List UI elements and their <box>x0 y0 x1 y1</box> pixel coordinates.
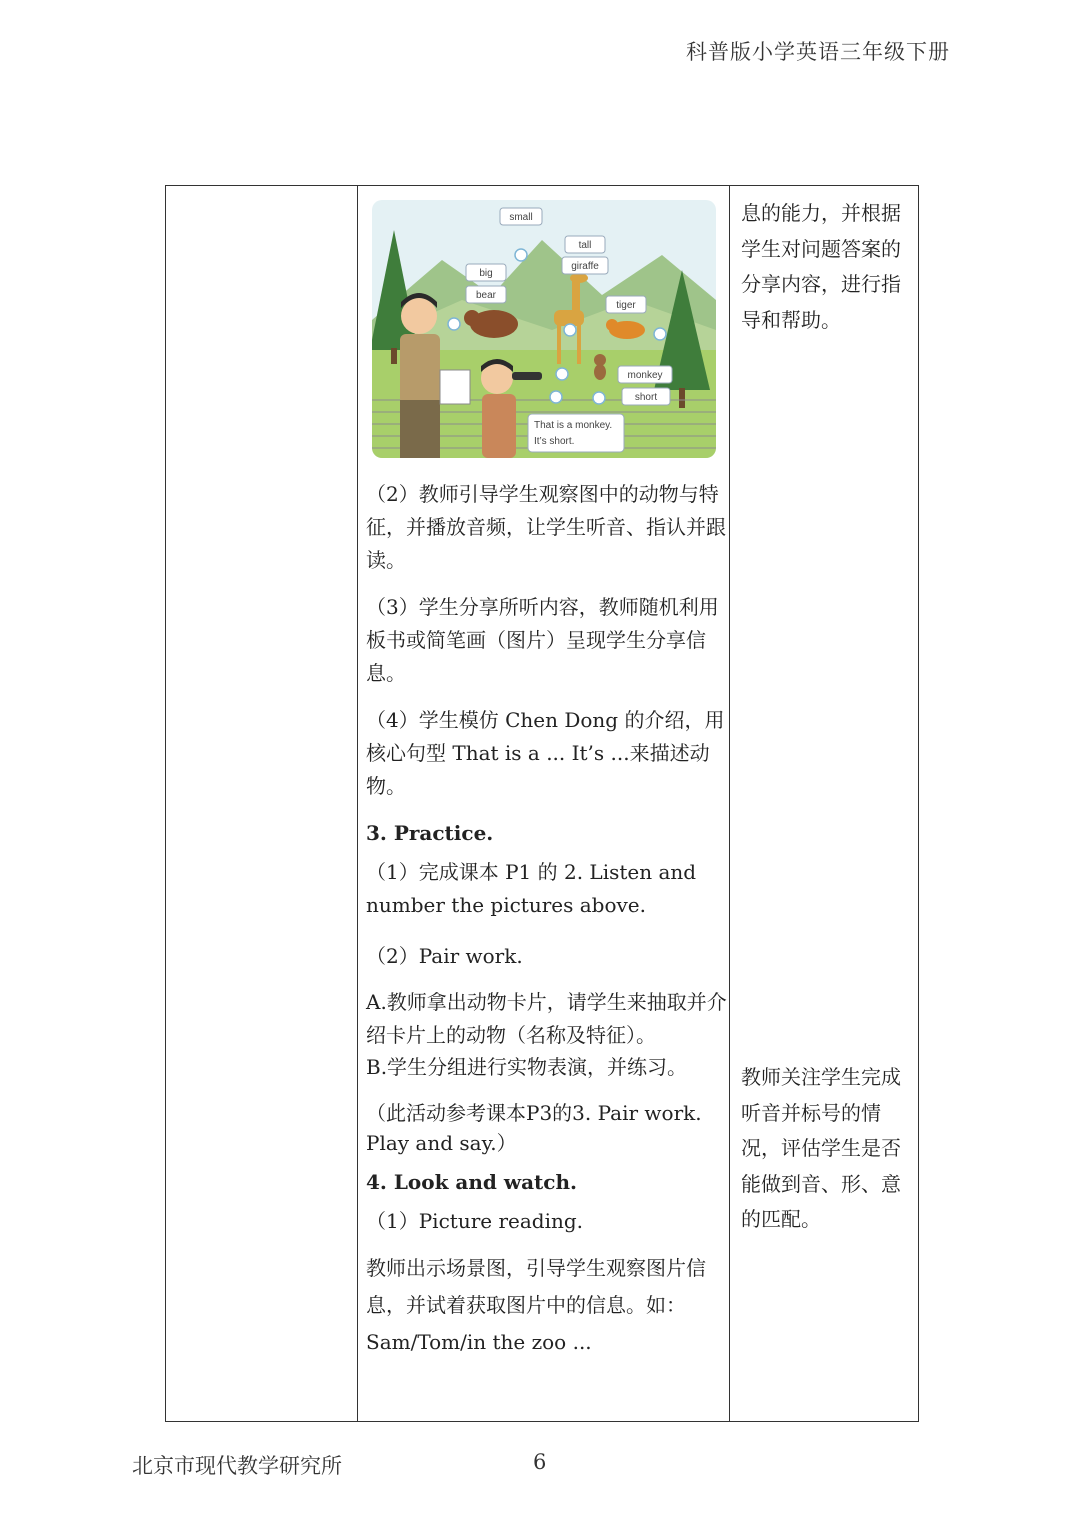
page-number: 6 <box>533 1450 547 1474</box>
speech-line-1: That is a monkey. <box>534 420 613 431</box>
label-tiger: tiger <box>616 300 636 311</box>
practice-item-2b: B.学生分组进行实物表演，并练习。 <box>366 1055 688 1079</box>
practice-item-2a: A.教师拿出动物卡片，请学生来抽取并介绍卡片上的动物（名称及特征）。 <box>366 990 727 1047</box>
step-3-text: （3）学生分享所听内容，教师随机利用板书或简笔画（图片）呈现学生分享信息。 <box>366 595 719 685</box>
label-short: short <box>634 392 658 403</box>
label-giraffe: giraffe <box>571 261 599 272</box>
column-divider-2 <box>729 186 730 1421</box>
practice-item-1: （1）完成课本 P1 的 2. Listen and number the pictures above. <box>366 860 697 917</box>
monkey <box>594 354 606 380</box>
practice-note: （此活动参考课本P3的3. Pair work. Play and say.） <box>366 1101 702 1155</box>
label-small: small <box>509 212 533 223</box>
speech-line-2: It’s short. <box>534 436 575 447</box>
assessment-text-1: 息的能力，并根据学生对问题答案的分享内容，进行指导和帮助。 <box>741 201 901 332</box>
zoo-illustration <box>372 200 716 458</box>
footer-institution: 北京市现代教学研究所 <box>132 1454 342 1478</box>
practice-item-2: （2）Pair work. <box>366 944 523 968</box>
look-item-1: （1）Picture reading. <box>366 1209 584 1233</box>
assessment-text-2: 教师关注学生完成听音并标号的情况，评估学生是否能做到音、形、意的匹配。 <box>741 1065 901 1231</box>
look-description: 教师出示场景图，引导学生观察图片信息，并试着获取图片中的信息。如：Sam/Tom/in the zoo ... <box>366 1256 706 1354</box>
label-bear: bear <box>475 290 497 301</box>
lesson-table <box>165 185 919 1422</box>
label-monkey: monkey <box>627 370 663 381</box>
look-heading: 4. Look and watch. <box>366 1170 577 1194</box>
step-4-text: （4）学生模仿 Chen Dong 的介绍，用核心句型 That is a ... It’s ...来描述动物。 <box>366 708 725 798</box>
page-header: 科普版小学英语三年级下册 <box>686 40 950 64</box>
practice-heading: 3. Practice. <box>366 821 494 845</box>
telescope <box>512 372 542 380</box>
label-big: big <box>479 268 493 279</box>
column-divider-1 <box>357 186 358 1421</box>
step-2-text: （2）教师引导学生观察图中的动物与特征，并播放音频，让学生听音、指认并跟读。 <box>366 482 726 572</box>
label-tall: tall <box>578 240 592 251</box>
